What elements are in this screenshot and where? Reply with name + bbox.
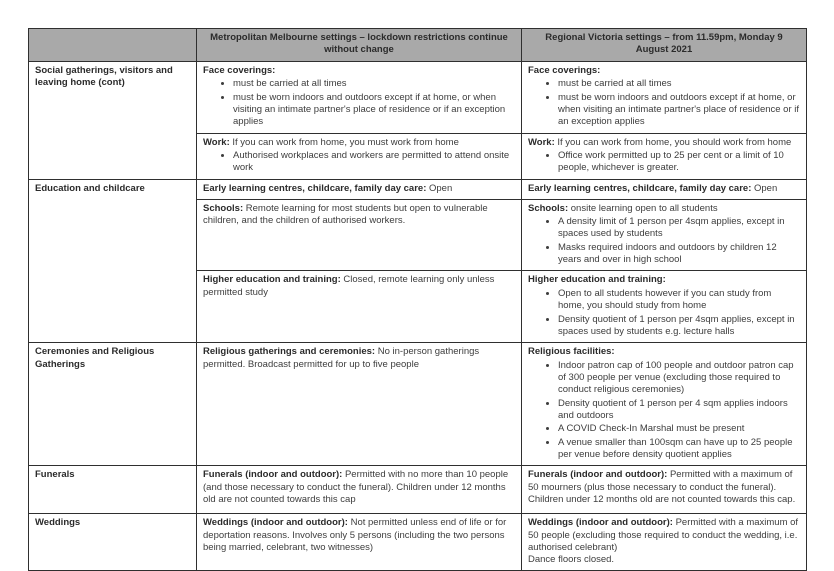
corner-cell (29, 29, 197, 62)
row-group-label-weddings: Weddings (29, 514, 197, 571)
lead-text: Work: (528, 136, 555, 148)
lead-body: Open (429, 182, 453, 194)
cell-lead (528, 183, 800, 195)
lead-text: Face coverings: (528, 65, 601, 76)
lead-text: Funerals (indoor and outdoor): (203, 469, 343, 481)
row-group-label-ceremonies: Ceremonies and Religious Gatherings (29, 343, 197, 466)
restrictions-table (28, 28, 807, 571)
lead-body: If you can work from home, you should work from home (557, 136, 792, 148)
cell-metro-work (197, 133, 522, 179)
bullet-item: • Density quotient of 1 person per 4 sqm applies indoors and outdoors (558, 398, 800, 423)
cell-lead (528, 346, 800, 358)
lead-text: Religious gatherings and ceremonies: (203, 346, 376, 358)
lead-body: onsite learning open to all students (570, 202, 718, 214)
bullet-item: • must be carried at all times (558, 78, 800, 90)
header-row (29, 29, 807, 62)
lead-text: Early learning centres, childcare, family day care: (203, 182, 427, 194)
bullet-item: • Density quotient of 1 person per 4sqm applies, except in spaces used by students e.g. lecture halls (558, 314, 800, 339)
cell-lead (203, 183, 515, 195)
row-group-label-social: Social gatherings, visitors and leaving home (cont) (29, 62, 197, 180)
cell-regional-face-coverings (522, 62, 807, 134)
bullet-item: • A venue smaller than 100sqm can have up to 25 people per venue before density quotient applies (558, 437, 800, 462)
lead-text: Higher education and training: (203, 274, 341, 286)
cell-metro-ceremonies (197, 343, 522, 466)
lead-body: Closed, remote learning only unless permitted study (203, 274, 495, 298)
bullet-item: • Open to all students however if you can study from home, you should study from home (558, 288, 800, 313)
cell-metro-weddings (197, 514, 522, 571)
column-header-regional: Regional Victoria settings – from 11.59pm, Monday 9 August 2021 (522, 29, 807, 62)
bullet-list (203, 150, 515, 175)
cell-metro-schools (197, 199, 522, 271)
bullet-item: • Indoor patron cap of 100 people and outdoor patron cap of 300 people per venue (excluding those required to conduct religious ceremonies) (558, 360, 800, 397)
bullet-item: • must be carried at all times (233, 78, 515, 90)
cell-lead (528, 274, 800, 286)
lead-text: Schools: (528, 202, 569, 214)
lead-body: Open (754, 182, 778, 194)
cell-lead (528, 65, 800, 77)
lead-body: Permitted with a maximum of 50 mourners (plus those necessary to conduct the funeral). Children under 12 months old are not counted towards this cap. (528, 469, 796, 505)
cell-regional-early-learning (522, 179, 807, 199)
lead-text: Early learning centres, childcare, family day care: (528, 182, 752, 194)
lead-text: Schools: (203, 202, 244, 214)
cell-metro-early-learning (197, 179, 522, 199)
bullet-list (528, 360, 800, 462)
lead-text: Work: (203, 136, 230, 148)
lead-text: Weddings (indoor and outdoor): (528, 517, 673, 529)
cell-regional-work (522, 133, 807, 179)
lead-text: Face coverings: (203, 65, 276, 76)
lead-body: Permitted with a maximum of 50 people (excluding those required to conduct the wedding, i.e. authorised celebrant) (528, 517, 799, 553)
cell-extra-line: Dance floors closed. (528, 554, 615, 566)
bullet-list (528, 150, 800, 175)
bullet-list (528, 78, 800, 128)
cell-lead (203, 346, 515, 371)
column-header-metro: Metropolitan Melbourne settings – lockdown restrictions continue without change (197, 29, 522, 62)
lead-body: Remote learning for most students but open to vulnerable children, and the children of authorised workers. (203, 202, 488, 227)
cell-lead (203, 517, 515, 554)
cell-metro-funerals (197, 466, 522, 514)
lead-body: If you can work from home, you must work from home (232, 136, 459, 148)
cell-lead (203, 469, 515, 506)
cell-regional-higher-education (522, 271, 807, 343)
row-early-learning (29, 179, 807, 199)
cell-lead (203, 274, 515, 299)
cell-lead (203, 137, 515, 149)
bullet-item: • must be worn indoors and outdoors except if at home, or when visiting an intimate partner's place of residence or if an exception applies (558, 92, 800, 129)
bullet-list (203, 78, 515, 128)
cell-regional-weddings (522, 514, 807, 571)
cell-lead (203, 65, 515, 77)
row-weddings (29, 514, 807, 571)
bullet-item: • Authorised workplaces and workers are permitted to attend onsite work (233, 150, 515, 175)
row-group-label-education: Education and childcare (29, 179, 197, 342)
row-face-coverings (29, 62, 807, 134)
row-ceremonies (29, 343, 807, 466)
cell-lead (203, 203, 515, 228)
bullet-list (528, 216, 800, 266)
bullet-item: • A COVID Check-In Marshal must be present (558, 423, 800, 435)
cell-lead (528, 469, 800, 506)
cell-lead (528, 137, 800, 149)
lead-body: Not permitted unless end of life or for deportation reasons. Involves only 5 persons (including the two persons being married, celebrant, two witnesses) (203, 517, 507, 553)
lead-body: Permitted with no more than 10 people (and those necessary to conduct the funeral). Children under 12 months old are not counted towards this cap (203, 469, 509, 505)
cell-metro-higher-education (197, 271, 522, 343)
cell-regional-funerals (522, 466, 807, 514)
cell-lead (528, 517, 800, 554)
bullet-item: • must be worn indoors and outdoors except if at home, or when visiting an intimate partner's place of residence or if an exception applies (233, 92, 515, 129)
bullet-item: • Office work permitted up to 25 per cent or a limit of 10 people, whichever is greater. (558, 150, 800, 175)
bullet-item: • Masks required indoors and outdoors by children 12 years and over in high school (558, 242, 800, 267)
cell-regional-schools (522, 199, 807, 271)
cell-lead (528, 203, 800, 215)
bullet-list (528, 288, 800, 338)
lead-text: Funerals (indoor and outdoor): (528, 469, 668, 481)
cell-metro-face-coverings (197, 62, 522, 134)
row-group-label-funerals: Funerals (29, 466, 197, 514)
lead-body: No in-person gatherings permitted. Broadcast permitted for up to five people (203, 346, 480, 370)
lead-text: Weddings (indoor and outdoor): (203, 517, 348, 529)
row-funerals (29, 466, 807, 514)
lead-text: Religious facilities: (528, 346, 615, 358)
bullet-item: • A density limit of 1 person per 4sqm applies, except in spaces used by students (558, 216, 800, 241)
lead-text: Higher education and training: (528, 274, 666, 286)
cell-regional-ceremonies (522, 343, 807, 466)
